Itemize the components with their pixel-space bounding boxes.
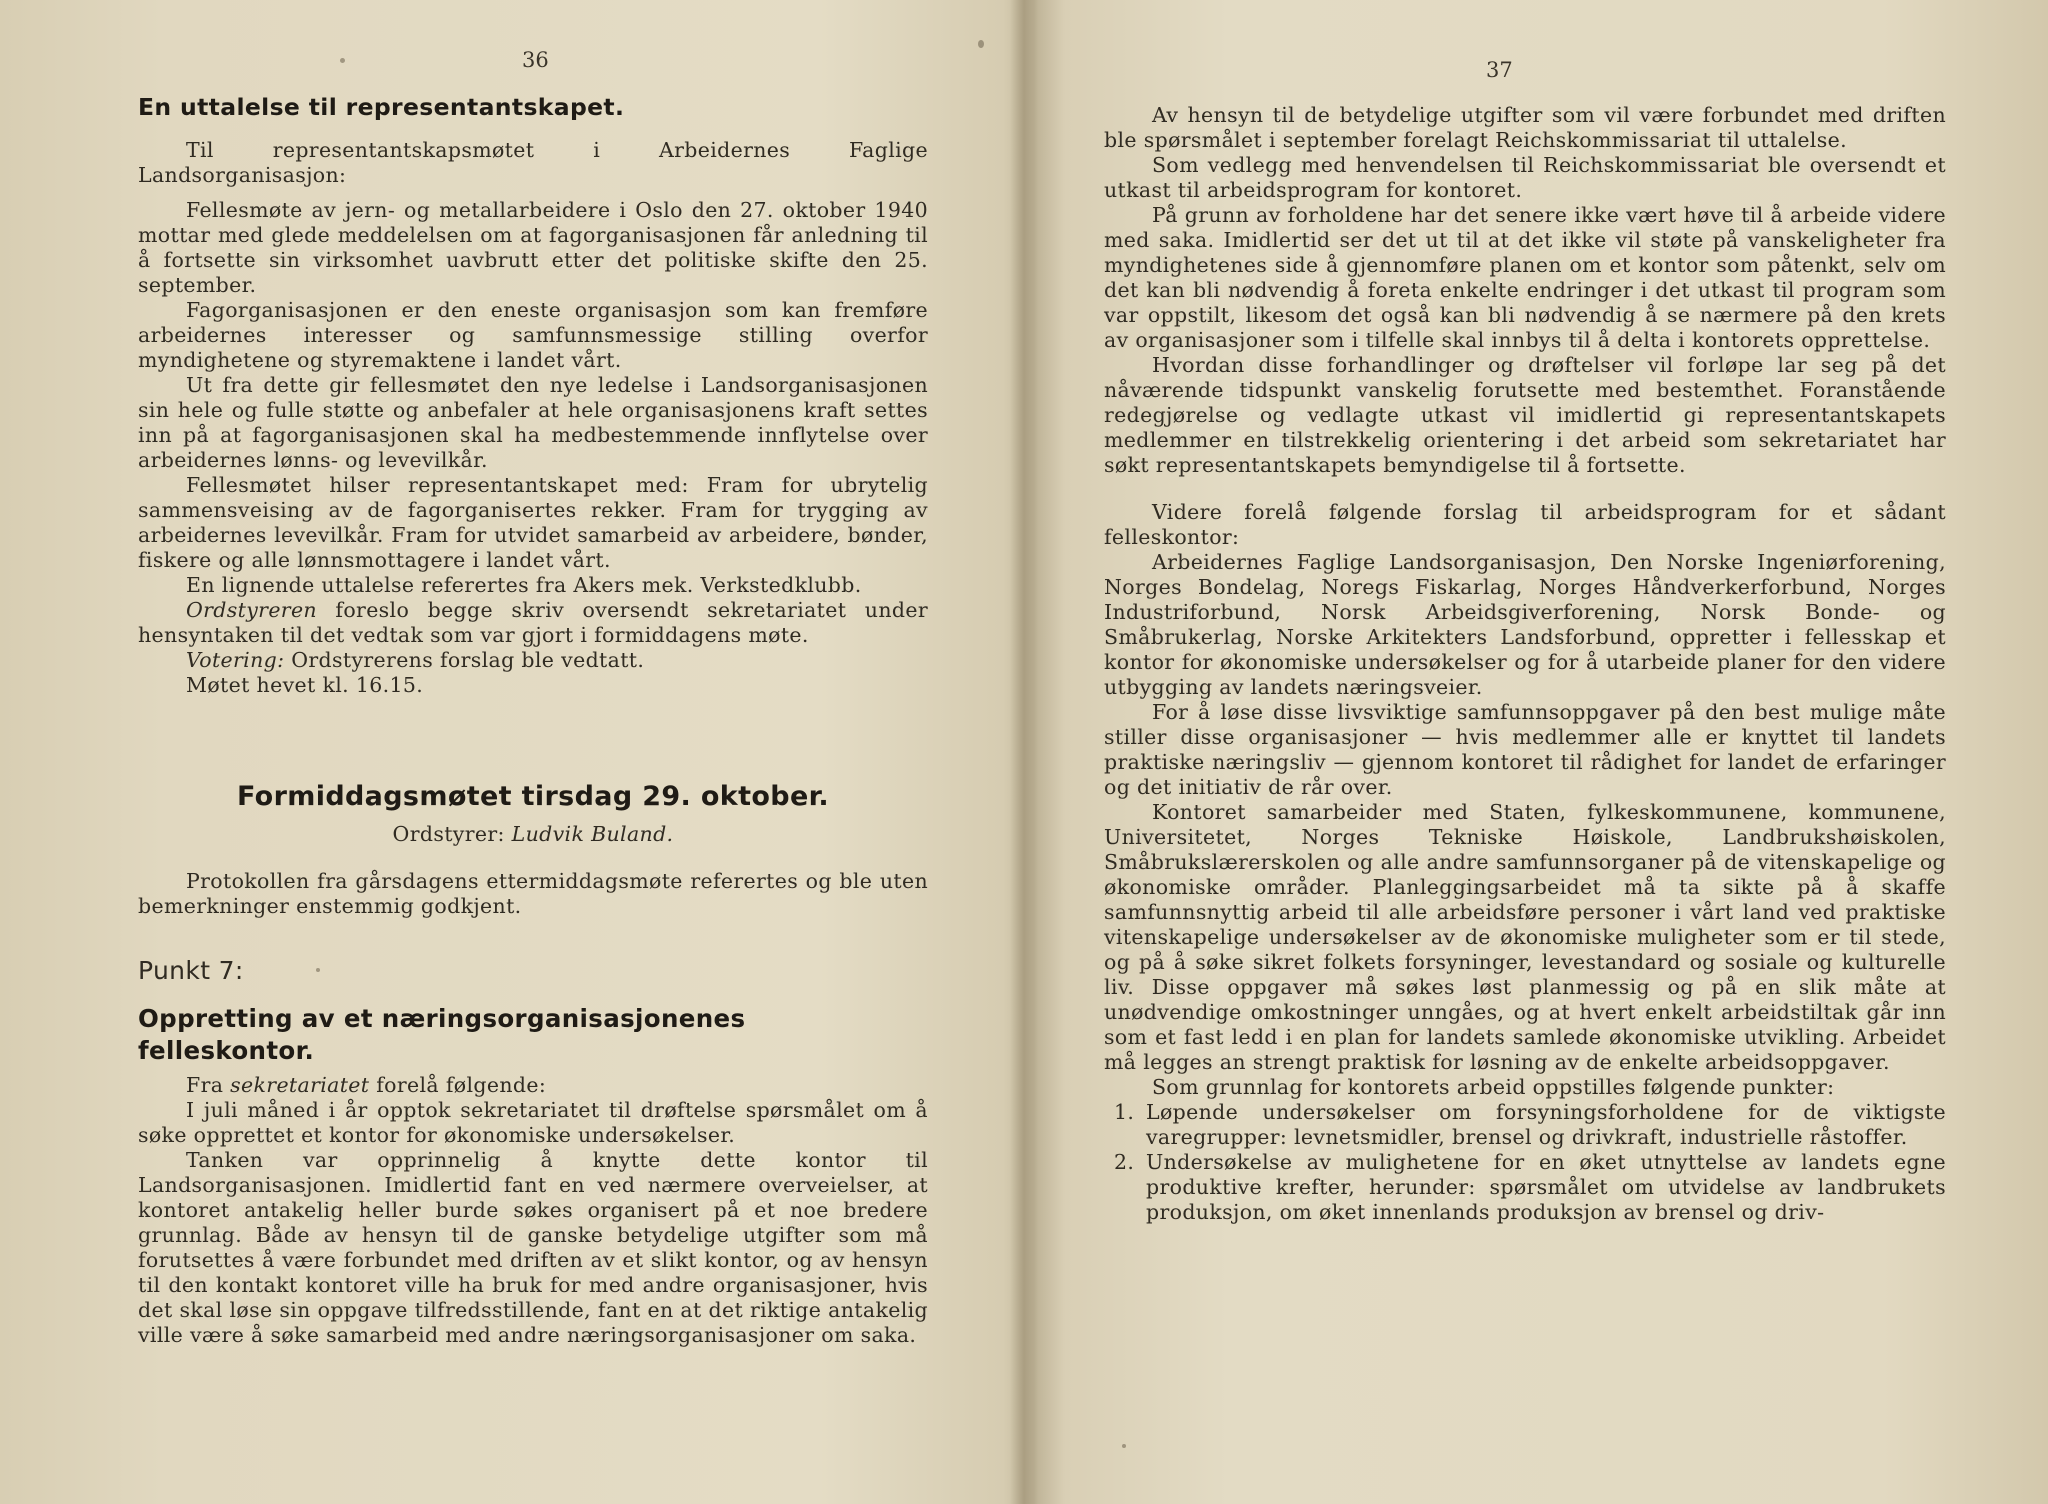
paragraph: Som vedlegg med henvendelsen til Reichskommissariat ble oversendt et utkast til arbeidsprogram for kontoret. <box>1104 153 1946 202</box>
list-item-text: Løpende undersøkelser om forsyningsforholdene for de viktigste varegrupper: levnetsmidler, brensel og drivkraft, industrielle råstoffer. <box>1146 1100 1946 1149</box>
paper-speck <box>340 58 345 63</box>
list-number: 2. <box>1114 1150 1135 1174</box>
section-heading: En uttalelse til representantskapet. <box>138 93 625 121</box>
right-page <box>1038 0 2048 1504</box>
list-item <box>1104 1100 1946 1150</box>
emphasis: Ordstyreren <box>186 598 317 622</box>
paragraph: Til representantskapsmøtet i Arbeidernes Faglige Landsorganisasjon: <box>138 138 928 187</box>
list-number: 1. <box>1114 1100 1135 1124</box>
emphasis: Votering: <box>186 648 285 672</box>
paragraph: En lignende uttalelse referertes fra Akers mek. Verkstedklubb. <box>186 573 862 597</box>
section-heading: Oppretting av et næringsorganisasjonenes felleskontor. <box>138 1004 746 1065</box>
paragraph: Møtet hevet kl. 16.15. <box>186 673 424 697</box>
paper-speck <box>316 968 320 972</box>
paragraph: Ut fra dette gir fellesmøtet den nye ledelse i Landsorganisasjonen sin hele og fulle støtte og anbefaler at hele organisasjonens kraft settes inn på at fagorganisasjonen skal ha medbestemmende innflytelse over arbeidernes lønns- og levevilkår. <box>138 373 928 472</box>
paragraph: Videre forelå følgende forslag til arbeidsprogram for et sådant felleskontor: <box>1104 500 1946 549</box>
paragraph: Arbeidernes Faglige Landsorganisasjon, Den Norske Ingeniørforening, Norges Bondelag, Noregs Fiskarlag, Norges Håndverkerforbund, Norges Industriforbund, Norsk Arbeidsgiverforening, Norsk Bonde- og Småbrukerlag, Norske Arkitekters Landsforbund, oppretter i fellesskap et kontor for økonomiske undersøkelser og for å utarbeide planer for den videre utbygging av landets næringsveier. <box>1104 550 1946 699</box>
numbered-list <box>1104 1100 1946 1225</box>
right-page-text <box>1104 103 1946 1225</box>
paragraph: Av hensyn til de betydelige utgifter som vil være forbundet med driften ble spørsmålet i september forelagt Reichskommissariat til uttalelse. <box>1104 103 1946 152</box>
paragraph: Fellesmøtet hilser representantskapet med: Fram for ubrytelig sammensveising av de fagorganisertes rekker. Fram for trygging av arbeidernes levevilkår. Fram for utvidet samarbeid av arbeidere, bønder, fiskere og alle lønnsmottagere i landet vårt. <box>138 473 928 572</box>
paper-speck <box>1122 1444 1126 1448</box>
paragraph <box>138 648 928 673</box>
text-run: Ordstyrer: <box>392 822 512 846</box>
left-page <box>0 0 1010 1504</box>
paragraph: Protokollen fra gårsdagens ettermiddagsmøte referertes og ble uten bemerkninger enstemmig godkjent. <box>138 869 928 918</box>
paper-speck <box>978 40 984 48</box>
emphasis: sekretariatet <box>230 1073 370 1097</box>
paragraph: På grunn av forholdene har det senere ikke vært høve til å arbeide videre med saka. Imidlertid ser det ut til at det ikke vil støte på vanskeligheter fra myndighetenes side å gjennomføre planen om et kontor som påtenkt, selv om det kan bli nødvendig å foreta enkelte endringer i det utkast til program som var oppstilt, likesom det også kan bli nødvendig å se nærmere på den krets av organisasjoner som i tilfelle skal innbys til å delta i kontorets opprettelse. <box>1104 203 1946 352</box>
page-number: 37 <box>1486 58 1513 82</box>
emphasis: Ludvik Buland. <box>511 822 674 846</box>
agenda-item-label: Punkt 7: <box>138 956 244 985</box>
text-run: forelå følgende: <box>369 1073 547 1097</box>
paragraph <box>138 1073 928 1098</box>
paragraph: For å løse disse livsviktige samfunnsoppgaver på den best mulige måte stiller disse organisasjoner — hvis medlemmer alle er knyttet til landets praktiske næringsliv — gjennom kontoret til rådighet for landet de erfaringer og det initiativ de rår over. <box>1104 700 1946 799</box>
page-number: 36 <box>522 48 549 72</box>
paragraph: Hvordan disse forhandlinger og drøftelser vil forløpe lar seg på det nåværende tidspunkt vanskelig forutsette med bestemthet. Foranstående redegjørelse og vedlagte utkast vil imidlertid gi representantskapets medlemmer en tilstrekkelig orientering i det arbeid som sekretariatet har søkt representantskapets bemyndigelse til å fortsette. <box>1104 353 1946 477</box>
text-run: foreslo begge skriv oversendt sekretariatet under hensyntaken til det vedtak som var gjort i formiddagens møte. <box>138 598 928 647</box>
chair-line <box>138 822 928 847</box>
text-run: Ordstyrerens forslag ble vedtatt. <box>284 648 645 672</box>
list-item <box>1104 1150 1946 1225</box>
text-run: Fra <box>186 1073 231 1097</box>
section-heading: Formiddagsmøtet tirsdag 29. oktober. <box>236 781 830 812</box>
paragraph: Fellesmøte av jern- og metallarbeidere i Oslo den 27. oktober 1940 mottar med glede meddelelsen om at fagorganisasjonen får anledning til å fortsette sin virksomhet uavbrutt etter det politiske skifte den 25. september. <box>138 198 928 297</box>
list-item-text: Undersøkelse av mulighetene for en øket utnyttelse av landets egne produktive krefter, herunder: spørsmålet om utvidelse av landbrukets produksjon, om øket innenlands produksjon av brensel og driv- <box>1146 1150 1946 1224</box>
left-page-text <box>138 92 928 1348</box>
book-gutter <box>1010 0 1038 1504</box>
paragraph: I juli måned i år opptok sekretariatet til drøftelse spørsmålet om å søke opprettet et kontor for økonomiske undersøkelser. <box>138 1098 928 1147</box>
paragraph: Som grunnlag for kontorets arbeid oppstilles følgende punkter: <box>1152 1075 1835 1099</box>
paragraph <box>138 598 928 648</box>
paragraph: Tanken var opprinnelig å knytte dette kontor til Landsorganisasjonen. Imidlertid fant en ved nærmere overveielser, at kontoret antakelig heller burde søkes organisert på et noe bredere grunnlag. Både av hensyn til de ganske betydelige utgifter som må forutsettes å være forbundet med driften av et slikt kontor, og av hensyn til den kontakt kontoret ville ha bruk for med andre organisasjoner, hvis det skal løse sin oppgave tilfredsstillende, fant en at det riktige antakelig ville være å søke samarbeid med andre næringsorganisasjoner om saka. <box>138 1148 928 1347</box>
paragraph: Kontoret samarbeider med Staten, fylkeskommunene, kommunene, Universitetet, Norges Tekniske Høiskole, Landbrukshøiskolen, Småbrukslærerskolen og alle andre samfunnsorganer på de vitenskapelige og økonomiske områder. Planleggingsarbeidet må ta sikte på å skaffe samfunnsnyttig arbeid til alle arbeidsføre personer i vårt land ved praktiske vitenskapelige undersøkelser av de økonomiske muligheter som er til stede, og på å søke sikret folkets forsyninger, levestandard og sosiale og kulturelle liv. Disse oppgaver må søkes løst planmessig og på en slik måte at unødvendige omkostninger unngåes, og at hvert enkelt arbeidstiltak går inn som et fast ledd i en plan for landets samlede økonomiske utvikling. Arbeidet må legges an strengt praktisk for løsning av de enkelte arbeidsoppgaver. <box>1104 800 1946 1074</box>
paragraph: Fagorganisasjonen er den eneste organisasjon som kan fremføre arbeidernes interesser og samfunnsmessige stilling overfor myndighetene og styremaktene i landet vårt. <box>138 298 928 372</box>
